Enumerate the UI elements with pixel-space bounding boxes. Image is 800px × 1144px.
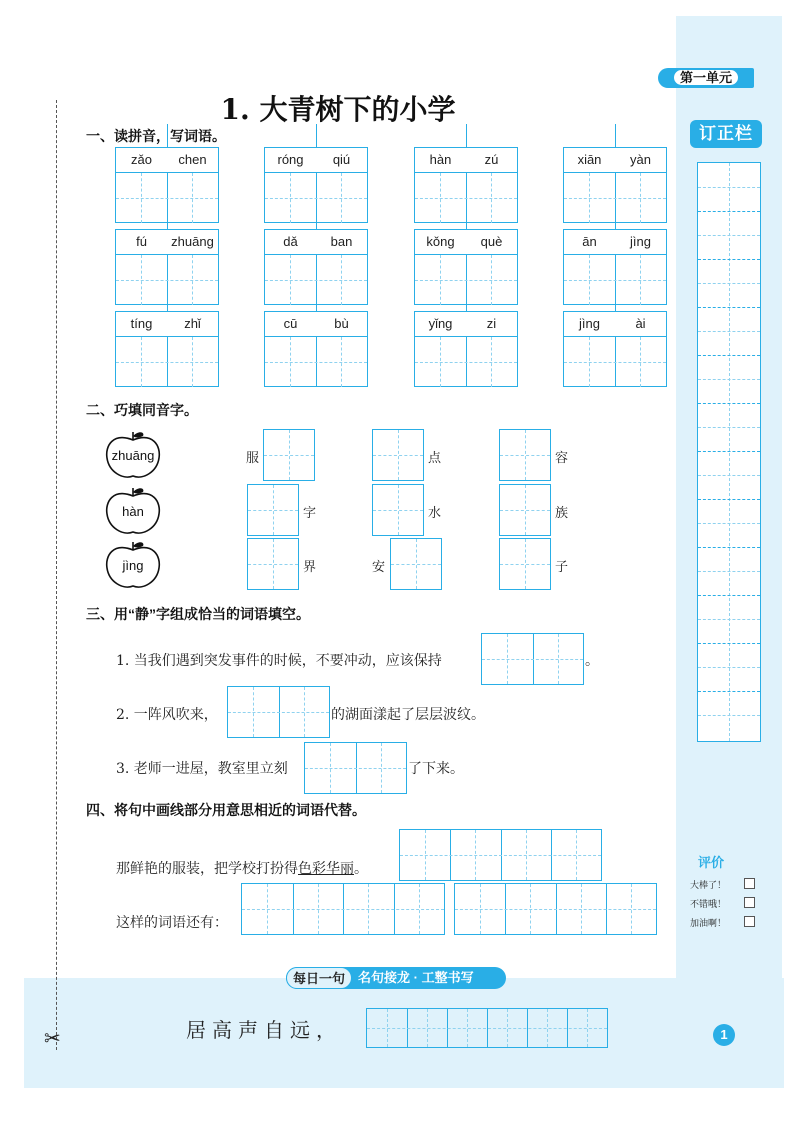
correction-guide bbox=[698, 715, 760, 716]
homophone-box[interactable] bbox=[247, 484, 299, 536]
correction-row-line bbox=[698, 547, 760, 548]
grid-guide bbox=[248, 510, 298, 511]
pinyin-syllable: qiú bbox=[332, 152, 351, 167]
pinyin-divider bbox=[466, 288, 467, 312]
pinyin-divider bbox=[316, 206, 317, 230]
grid-guide bbox=[400, 855, 601, 856]
grid-guide bbox=[415, 280, 517, 281]
correction-guide bbox=[698, 187, 760, 188]
apple-pinyin-icon bbox=[103, 486, 163, 530]
answer-grid-more-2[interactable] bbox=[454, 883, 657, 935]
pinyin-syllable: zú bbox=[484, 152, 499, 167]
sentence-3-suffix: 了下来。 bbox=[408, 761, 464, 777]
unit-tab: 第一单元 bbox=[658, 68, 754, 88]
pinyin-syllable: ān bbox=[582, 234, 597, 249]
pinyin-word-block bbox=[563, 311, 667, 387]
pinyin-divider bbox=[316, 288, 317, 312]
pinyin-syllable: ài bbox=[635, 316, 646, 331]
pinyin-row bbox=[415, 230, 517, 254]
grid-guide bbox=[248, 564, 298, 565]
homophone-char: 子 bbox=[555, 560, 569, 575]
sentence-1-prefix: 1. 当我们遇到突发事件的时候，不要冲动，应该保持 bbox=[116, 653, 442, 669]
homophone-box[interactable] bbox=[499, 429, 551, 481]
proverb-text: 居高声自远， bbox=[186, 1018, 342, 1042]
apple-pinyin-label: zhuāng bbox=[111, 448, 155, 463]
grid-guide bbox=[500, 564, 550, 565]
grid-guide bbox=[415, 198, 517, 199]
writing-grid[interactable] bbox=[415, 336, 517, 387]
pinyin-syllable: chen bbox=[178, 152, 207, 167]
grid-guide bbox=[564, 198, 666, 199]
grid-guide bbox=[455, 909, 656, 910]
pinyin-row bbox=[564, 312, 666, 336]
apple-pinyin-label: hàn bbox=[122, 504, 144, 519]
pinyin-row bbox=[265, 312, 367, 336]
pinyin-word-block bbox=[264, 311, 368, 387]
pinyin-word-block bbox=[414, 311, 518, 387]
pinyin-syllable: zǎo bbox=[131, 152, 152, 167]
pinyin-syllable: fú bbox=[136, 234, 147, 249]
pinyin-row bbox=[116, 230, 218, 254]
apple-pinyin-label: jìng bbox=[122, 558, 144, 573]
pinyin-row bbox=[116, 312, 218, 336]
sentence-suffix: 。 bbox=[354, 861, 368, 877]
pinyin-divider bbox=[466, 124, 467, 148]
grid-guide bbox=[500, 510, 550, 511]
pinyin-divider bbox=[167, 206, 168, 230]
pinyin-syllable: tíng bbox=[130, 316, 153, 331]
correction-row-line bbox=[698, 307, 760, 308]
answer-grid-2[interactable] bbox=[227, 686, 330, 738]
homophone-char: 族 bbox=[555, 506, 569, 521]
pinyin-row bbox=[265, 148, 367, 172]
correction-row-line bbox=[698, 499, 760, 500]
pinyin-divider bbox=[167, 288, 168, 312]
grid-guide bbox=[373, 455, 423, 456]
pinyin-syllable: ban bbox=[330, 234, 353, 249]
pinyin-divider bbox=[615, 288, 616, 312]
homophone-char: 容 bbox=[555, 451, 569, 466]
grid-guide bbox=[264, 455, 314, 456]
daily-sentence-banner bbox=[286, 967, 506, 989]
pinyin-syllable: cū bbox=[283, 316, 298, 331]
grid-guide bbox=[116, 362, 218, 363]
homophone-box[interactable] bbox=[372, 484, 424, 536]
sentence-1-suffix: 。 bbox=[585, 653, 599, 669]
grid-guide bbox=[242, 909, 444, 910]
grid-guide bbox=[116, 280, 218, 281]
grid-guide bbox=[265, 198, 367, 199]
correction-row-line bbox=[698, 691, 760, 692]
grid-guide bbox=[564, 280, 666, 281]
correction-row-line bbox=[698, 211, 760, 212]
more-words-label: 这样的词语还有： bbox=[116, 915, 228, 931]
pinyin-syllable: yǐng bbox=[428, 316, 453, 331]
sentence-3-prefix: 3. 老师一进屋，教室里立刻 bbox=[116, 761, 288, 777]
pinyin-syllable: yàn bbox=[630, 152, 651, 167]
apple-pinyin-icon bbox=[103, 430, 163, 474]
correction-guide bbox=[698, 283, 760, 284]
writing-grid[interactable] bbox=[116, 336, 218, 387]
daily-label: 每日一句 bbox=[286, 967, 352, 989]
pinyin-divider bbox=[167, 124, 168, 148]
correction-guide bbox=[698, 667, 760, 668]
evaluation-item-2: 不错哦！ bbox=[690, 899, 727, 909]
pinyin-row bbox=[415, 312, 517, 336]
grid-guide bbox=[482, 659, 583, 660]
grid-guide bbox=[116, 198, 218, 199]
correction-row-line bbox=[698, 403, 760, 404]
correction-guide bbox=[698, 379, 760, 380]
pinyin-divider bbox=[615, 206, 616, 230]
answer-grid-synonym[interactable] bbox=[399, 829, 602, 881]
grid-guide bbox=[367, 1028, 607, 1029]
section4-heading: 四、将句中画线部分用意思相近的词语代替。 bbox=[86, 802, 366, 818]
section1-heading: 一、读拼音，写词语。 bbox=[86, 128, 226, 144]
section2-heading: 二、巧填同音字。 bbox=[86, 402, 198, 418]
pinyin-word-block bbox=[115, 311, 219, 387]
pinyin-row bbox=[415, 148, 517, 172]
correction-row-line bbox=[698, 595, 760, 596]
correction-grid[interactable] bbox=[697, 162, 761, 742]
homophone-box[interactable] bbox=[499, 538, 551, 590]
evaluation-title: 评价 bbox=[698, 855, 725, 870]
correction-guide bbox=[698, 571, 760, 572]
homophone-char: 服 bbox=[246, 451, 260, 466]
homophone-char: 水 bbox=[428, 506, 442, 521]
answer-grid-1[interactable] bbox=[481, 633, 584, 685]
pinyin-syllable: róng bbox=[277, 152, 304, 167]
pinyin-row bbox=[564, 148, 666, 172]
pinyin-divider bbox=[316, 124, 317, 148]
writing-grid[interactable] bbox=[265, 336, 367, 387]
homophone-box[interactable] bbox=[263, 429, 315, 481]
correction-row-line bbox=[698, 643, 760, 644]
pinyin-syllable: jìng bbox=[630, 234, 651, 249]
pinyin-syllable: jìng bbox=[579, 316, 600, 331]
section4-sentence bbox=[116, 858, 368, 878]
homophone-char: 点 bbox=[428, 451, 442, 466]
sentence-prefix: 那鲜艳的服装，把学校打扮得 bbox=[116, 861, 298, 877]
sentence-2-prefix: 2. 一阵风吹来， bbox=[116, 707, 218, 723]
correction-guide bbox=[698, 619, 760, 620]
evaluation-box bbox=[686, 848, 758, 936]
grid-guide bbox=[265, 280, 367, 281]
grid-guide bbox=[305, 768, 406, 769]
homophone-char: 安 bbox=[372, 560, 386, 575]
pinyin-syllable: bù bbox=[334, 316, 349, 331]
sentence-2-suffix: 的湖面漾起了层层波纹。 bbox=[331, 707, 485, 723]
cut-line bbox=[56, 100, 57, 1050]
homophone-char: 界 bbox=[303, 560, 317, 575]
correction-row-line bbox=[698, 451, 760, 452]
evaluation-checkbox-2[interactable] bbox=[744, 897, 755, 908]
pinyin-divider bbox=[615, 124, 616, 148]
correction-title: 订正栏 bbox=[690, 120, 762, 148]
homophone-char: 字 bbox=[303, 506, 317, 521]
correction-row-line bbox=[698, 259, 760, 260]
grid-guide bbox=[391, 564, 441, 565]
homophone-box[interactable] bbox=[390, 538, 442, 590]
correction-guide bbox=[698, 235, 760, 236]
pinyin-syllable: xiān bbox=[577, 152, 602, 167]
pinyin-syllable: zi bbox=[486, 316, 497, 331]
grid-guide bbox=[265, 362, 367, 363]
pinyin-row bbox=[265, 230, 367, 254]
correction-guide bbox=[698, 331, 760, 332]
evaluation-checkbox-3[interactable] bbox=[744, 916, 755, 927]
homophone-box[interactable] bbox=[499, 484, 551, 536]
pinyin-row bbox=[564, 230, 666, 254]
pinyin-syllable: hàn bbox=[429, 152, 452, 167]
grid-guide bbox=[564, 362, 666, 363]
grid-guide bbox=[415, 362, 517, 363]
pinyin-syllable: zhuāng bbox=[171, 234, 214, 249]
daily-subtitle: 名句接龙 · 工整书写 bbox=[358, 970, 474, 985]
pinyin-divider bbox=[466, 206, 467, 230]
correction-guide bbox=[698, 475, 760, 476]
apple-pinyin-icon bbox=[103, 540, 163, 584]
pinyin-row bbox=[116, 148, 218, 172]
writing-grid[interactable] bbox=[564, 336, 666, 387]
homophone-box[interactable] bbox=[247, 538, 299, 590]
evaluation-item-1: 大棒了！ bbox=[690, 880, 727, 890]
answer-grid-more-1[interactable] bbox=[241, 883, 445, 935]
page-number: 1 bbox=[713, 1024, 735, 1046]
proverb-writing-grid[interactable] bbox=[366, 1008, 608, 1048]
correction-guide bbox=[698, 427, 760, 428]
grid-guide bbox=[373, 510, 423, 511]
pinyin-syllable: dǎ bbox=[283, 234, 298, 249]
evaluation-item-3: 加油啊！ bbox=[690, 918, 727, 928]
correction-row-line bbox=[698, 355, 760, 356]
pinyin-syllable: kǒng bbox=[426, 234, 455, 249]
grid-guide bbox=[228, 712, 329, 713]
pinyin-syllable: zhǐ bbox=[184, 316, 201, 331]
correction-grid-midline bbox=[729, 163, 730, 741]
homophone-box[interactable] bbox=[372, 429, 424, 481]
correction-guide bbox=[698, 523, 760, 524]
grid-guide bbox=[500, 455, 550, 456]
pinyin-syllable: què bbox=[480, 234, 503, 249]
scissors-icon: ✂ bbox=[44, 1028, 61, 1050]
answer-grid-3[interactable] bbox=[304, 742, 407, 794]
section3-heading: 三、用“静”字组成恰当的词语填空。 bbox=[86, 606, 310, 622]
page-title: 1. 大青树下的小学 bbox=[220, 93, 456, 126]
evaluation-checkbox-1[interactable] bbox=[744, 878, 755, 889]
underlined-phrase: 色彩华丽 bbox=[298, 861, 354, 877]
